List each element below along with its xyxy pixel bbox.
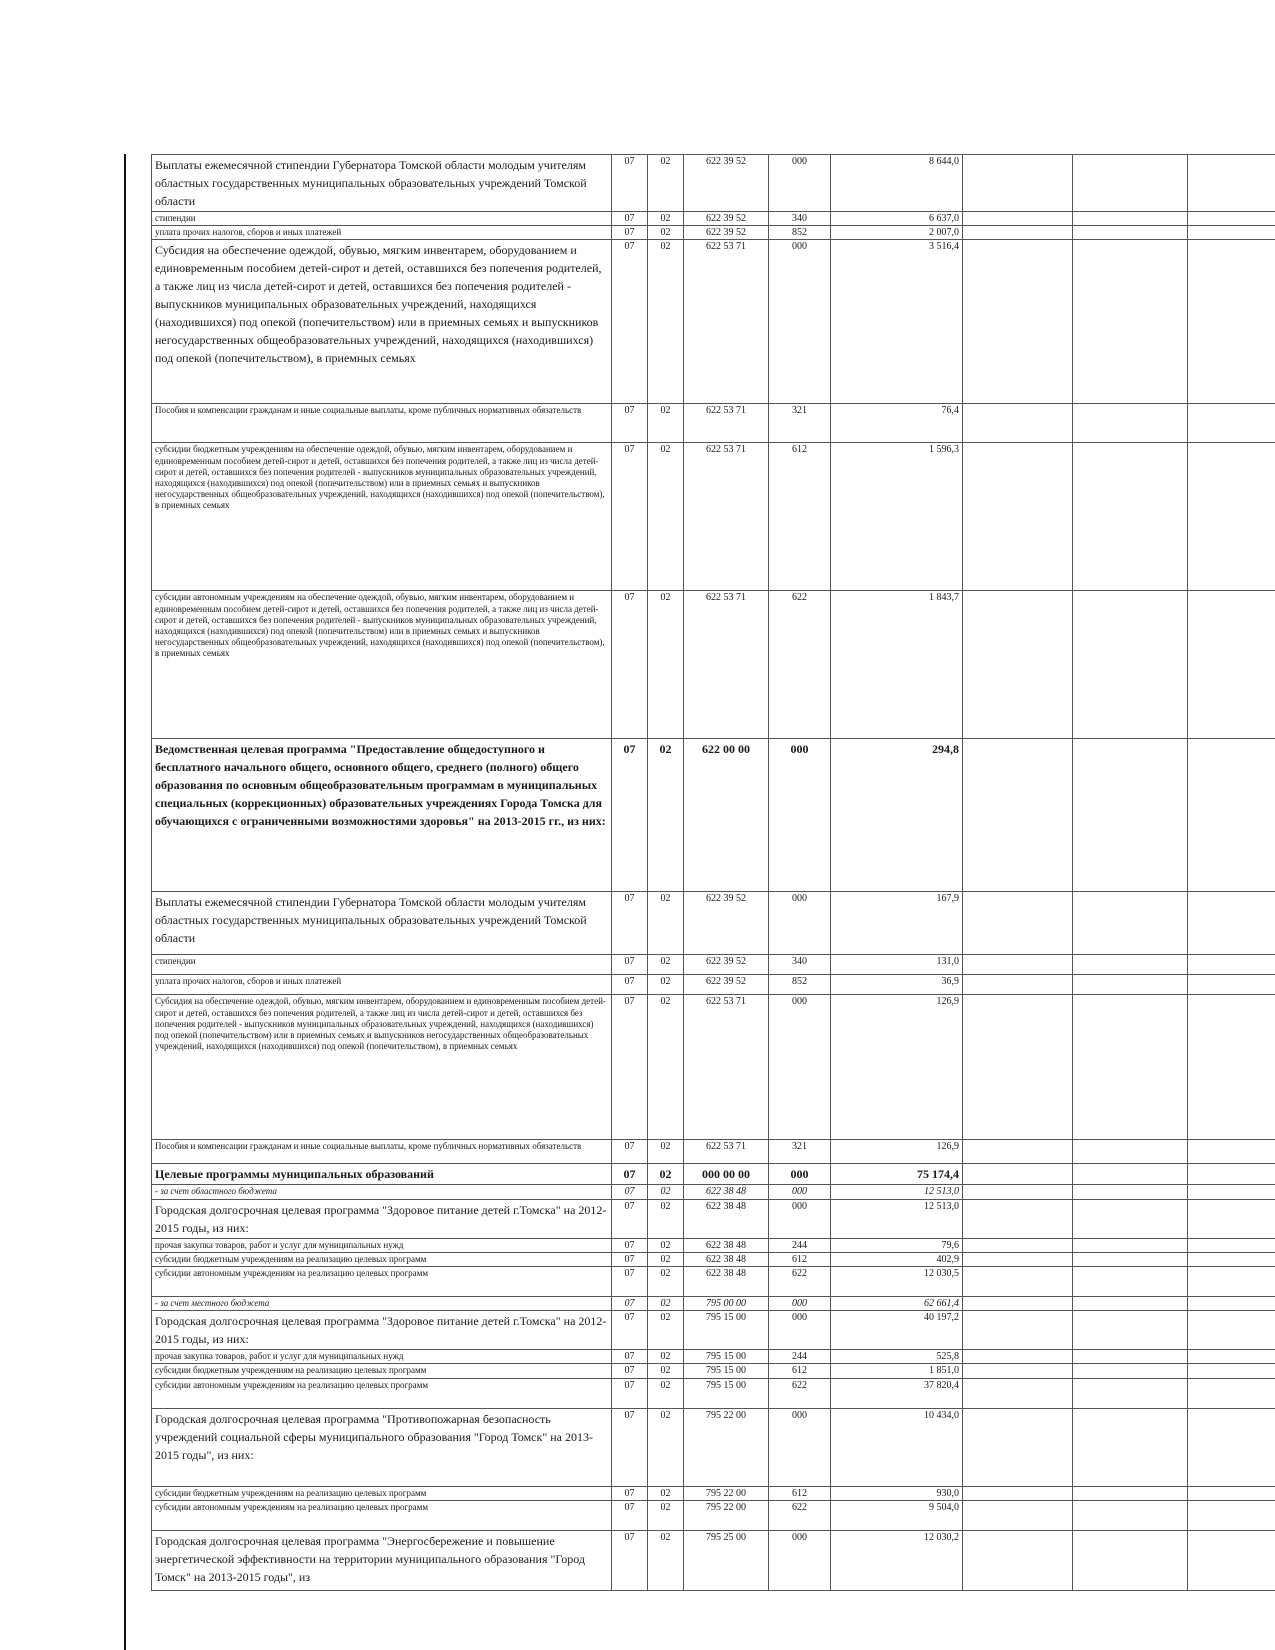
empty-cell bbox=[1073, 1350, 1188, 1364]
empty-cell bbox=[963, 1140, 1073, 1164]
row-target-article: 622 53 71 bbox=[684, 995, 769, 1140]
row-section-code: 07 bbox=[612, 1530, 648, 1590]
row-section-code: 07 bbox=[612, 404, 648, 443]
table-row bbox=[152, 892, 1275, 955]
row-description: прочая закупка товаров, работ и услуг для муниципальных нужд bbox=[152, 1350, 612, 1364]
row-description: Городская долгосрочная целевая программа "Здоровое питание детей г.Томска" на 2012-2015 годы, из них: bbox=[152, 1199, 612, 1238]
row-target-article: 622 53 71 bbox=[684, 240, 769, 404]
row-subsection-code: 02 bbox=[648, 1500, 684, 1530]
row-description: субсидии автономным учреждениям на реализацию целевых программ bbox=[152, 1378, 612, 1408]
row-target-article: 622 53 71 bbox=[684, 1140, 769, 1164]
table-row bbox=[152, 1364, 1275, 1378]
row-amount: 131,0 bbox=[831, 955, 963, 975]
row-description: Ведомственная целевая программа "Предоставление общедоступного и бесплатного начального общего, основного общего, среднего (полного) общего образования по основным общеобразовательным программам в муниципальных специальных (коррекционных) образовательных учреждениях Города Томска для обучающихся с ограниченными возможностями здоровья" на 2013-2015 гг., из них: bbox=[152, 739, 612, 892]
row-amount: 294,8 bbox=[831, 739, 963, 892]
table-row bbox=[152, 1267, 1275, 1297]
empty-cell bbox=[963, 739, 1073, 892]
empty-cell bbox=[963, 1185, 1073, 1199]
empty-cell bbox=[963, 1500, 1073, 1530]
row-description: Пособия и компенсации гражданам и иные социальные выплаты, кроме публичных нормативных обязательств bbox=[152, 1140, 612, 1164]
row-description: Субсидия на обеспечение одеждой, обувью, мягким инвентарем, оборудованием и единовременным пособием детей-сирот и детей, оставшихся без попечения родителей, а также лиц из числа детей-сирот и детей, оставшихся без попечения родителей - выпускников муниципальных образовательных учреждений, находящихся (находившихся) под опекой (попечительством) или в приемных семьях и выпускников негосударственных общеобразовательных учреждений, находящихся (находившихся) под опекой (попечительством), в приемных семьях bbox=[152, 240, 612, 404]
row-target-article: 000 00 00 bbox=[684, 1164, 769, 1185]
table-row bbox=[152, 212, 1275, 226]
row-target-article: 795 22 00 bbox=[684, 1500, 769, 1530]
empty-cell bbox=[963, 404, 1073, 443]
empty-cell bbox=[1188, 1350, 1275, 1364]
row-section-code: 07 bbox=[612, 1140, 648, 1164]
row-target-article: 622 38 48 bbox=[684, 1199, 769, 1238]
row-expense-type: 622 bbox=[769, 1500, 831, 1530]
empty-cell bbox=[1073, 212, 1188, 226]
empty-cell bbox=[1188, 1252, 1275, 1266]
row-subsection-code: 02 bbox=[648, 155, 684, 212]
budget-table bbox=[151, 154, 1275, 1591]
row-target-article: 622 39 52 bbox=[684, 226, 769, 240]
row-description: субсидии бюджетным учреждениям на реализацию целевых программ bbox=[152, 1486, 612, 1500]
row-amount: 6 637,0 bbox=[831, 212, 963, 226]
row-section-code: 07 bbox=[612, 1350, 648, 1364]
empty-cell bbox=[1188, 226, 1275, 240]
row-expense-type: 000 bbox=[769, 739, 831, 892]
row-expense-type: 340 bbox=[769, 212, 831, 226]
row-expense-type: 612 bbox=[769, 1252, 831, 1266]
empty-cell bbox=[1073, 1378, 1188, 1408]
row-expense-type: 000 bbox=[769, 1297, 831, 1311]
empty-cell bbox=[1188, 1185, 1275, 1199]
row-section-code: 07 bbox=[612, 1486, 648, 1500]
empty-cell bbox=[1188, 1267, 1275, 1297]
row-description: Выплаты ежемесячной стипендии Губернатора Томской области молодым учителям областных государственных муниципальных образовательных учреждений Томской области bbox=[152, 155, 612, 212]
empty-cell bbox=[963, 1364, 1073, 1378]
row-amount: 126,9 bbox=[831, 995, 963, 1140]
row-subsection-code: 02 bbox=[648, 443, 684, 591]
table-row bbox=[152, 1297, 1275, 1311]
row-amount: 126,9 bbox=[831, 1140, 963, 1164]
row-description: Субсидия на обеспечение одеждой, обувью, мягким инвентарем, оборудованием и единовременным пособием детей-сирот и детей, оставшихся без попечения родителей, а также лиц из числа детей-сирот и детей, оставшихся без попечения родителей - выпускников муниципальных образовательных учреждений, находящихся (находившихся) под опекой (попечительством) или в приемных семьях и выпускников негосударственных общеобразовательных учреждений, находящихся (находившихся) под опекой (попечительством), в приемных семьях bbox=[152, 995, 612, 1140]
row-expense-type: 622 bbox=[769, 591, 831, 739]
empty-cell bbox=[963, 1378, 1073, 1408]
row-target-article: 795 15 00 bbox=[684, 1311, 769, 1350]
row-target-article: 622 38 48 bbox=[684, 1267, 769, 1297]
empty-cell bbox=[1073, 892, 1188, 955]
row-amount: 12 030,2 bbox=[831, 1530, 963, 1590]
row-target-article: 795 00 00 bbox=[684, 1297, 769, 1311]
row-expense-type: 852 bbox=[769, 975, 831, 995]
row-expense-type: 000 bbox=[769, 892, 831, 955]
empty-cell bbox=[963, 1486, 1073, 1500]
table-row bbox=[152, 226, 1275, 240]
row-description: субсидии автономным учреждениям на реализацию целевых программ bbox=[152, 1500, 612, 1530]
row-section-code: 07 bbox=[612, 1267, 648, 1297]
table-row bbox=[152, 404, 1275, 443]
row-expense-type: 000 bbox=[769, 240, 831, 404]
row-description: Городская долгосрочная целевая программа "Противопожарная безопасность учреждений социальной сферы муниципального образования "Город Томск" на 2013-2015 годы", из них: bbox=[152, 1408, 612, 1486]
row-description: субсидии бюджетным учреждениям на обеспечение одеждой, обувью, мягким инвентарем, оборудованием и единовременным пособием детей-сирот и детей, оставшихся без попечения родителей, а также лиц из числа детей-сирот и детей, оставшихся без попечения родителей - выпускников муниципальных образовательных учреждений, находящихся (находившихся) под опекой (попечительством) или в приемных семьях и выпускников негосударственных общеобразовательных учреждений, находящихся (находившихся) под опекой (попечительством), в приемных семьях bbox=[152, 443, 612, 591]
empty-cell bbox=[1188, 975, 1275, 995]
table-row bbox=[152, 1164, 1275, 1185]
row-expense-type: 321 bbox=[769, 404, 831, 443]
empty-cell bbox=[1188, 955, 1275, 975]
table-row bbox=[152, 739, 1275, 892]
row-section-code: 07 bbox=[612, 443, 648, 591]
row-target-article: 622 00 00 bbox=[684, 739, 769, 892]
row-expense-type: 000 bbox=[769, 155, 831, 212]
empty-cell bbox=[1073, 1297, 1188, 1311]
empty-cell bbox=[1073, 1364, 1188, 1378]
empty-cell bbox=[1188, 1140, 1275, 1164]
row-target-article: 622 39 52 bbox=[684, 892, 769, 955]
row-section-code: 07 bbox=[612, 226, 648, 240]
row-subsection-code: 02 bbox=[648, 1364, 684, 1378]
row-section-code: 07 bbox=[612, 1311, 648, 1350]
row-amount: 12 513,0 bbox=[831, 1185, 963, 1199]
empty-cell bbox=[1073, 404, 1188, 443]
row-target-article: 795 22 00 bbox=[684, 1486, 769, 1500]
table-row bbox=[152, 591, 1275, 739]
empty-cell bbox=[1188, 1530, 1275, 1590]
row-target-article: 795 22 00 bbox=[684, 1408, 769, 1486]
row-subsection-code: 02 bbox=[648, 975, 684, 995]
row-amount: 37 820,4 bbox=[831, 1378, 963, 1408]
row-section-code: 07 bbox=[612, 240, 648, 404]
empty-cell bbox=[1188, 995, 1275, 1140]
row-subsection-code: 02 bbox=[648, 226, 684, 240]
empty-cell bbox=[1188, 212, 1275, 226]
row-amount: 12 030,5 bbox=[831, 1267, 963, 1297]
table-row bbox=[152, 1238, 1275, 1252]
page-left-border bbox=[124, 154, 126, 1650]
empty-cell bbox=[963, 1297, 1073, 1311]
empty-cell bbox=[963, 1267, 1073, 1297]
row-section-code: 07 bbox=[612, 1252, 648, 1266]
empty-cell bbox=[963, 240, 1073, 404]
row-target-article: 795 15 00 bbox=[684, 1364, 769, 1378]
row-target-article: 622 39 52 bbox=[684, 212, 769, 226]
row-amount: 79,6 bbox=[831, 1238, 963, 1252]
empty-cell bbox=[963, 1238, 1073, 1252]
row-amount: 525,8 bbox=[831, 1350, 963, 1364]
row-amount: 167,9 bbox=[831, 892, 963, 955]
row-section-code: 07 bbox=[612, 1364, 648, 1378]
row-description: прочая закупка товаров, работ и услуг для муниципальных нужд bbox=[152, 1238, 612, 1252]
row-amount: 3 516,4 bbox=[831, 240, 963, 404]
table-row bbox=[152, 955, 1275, 975]
row-amount: 10 434,0 bbox=[831, 1408, 963, 1486]
empty-cell bbox=[963, 892, 1073, 955]
row-target-article: 622 53 71 bbox=[684, 443, 769, 591]
row-subsection-code: 02 bbox=[648, 955, 684, 975]
row-expense-type: 612 bbox=[769, 443, 831, 591]
row-subsection-code: 02 bbox=[648, 995, 684, 1140]
empty-cell bbox=[1073, 155, 1188, 212]
row-description: - за счет областного бюджета bbox=[152, 1185, 612, 1199]
row-description: Выплаты ежемесячной стипендии Губернатора Томской области молодым учителям областных государственных муниципальных образовательных учреждений Томской области bbox=[152, 892, 612, 955]
row-expense-type: 000 bbox=[769, 1530, 831, 1590]
empty-cell bbox=[1073, 1252, 1188, 1266]
row-subsection-code: 02 bbox=[648, 1350, 684, 1364]
empty-cell bbox=[1073, 1267, 1188, 1297]
empty-cell bbox=[1188, 155, 1275, 212]
row-subsection-code: 02 bbox=[648, 212, 684, 226]
empty-cell bbox=[963, 1408, 1073, 1486]
row-expense-type: 000 bbox=[769, 1408, 831, 1486]
empty-cell bbox=[1073, 995, 1188, 1140]
empty-cell bbox=[1073, 1164, 1188, 1185]
empty-cell bbox=[1188, 1408, 1275, 1486]
row-target-article: 622 38 48 bbox=[684, 1252, 769, 1266]
table-row bbox=[152, 240, 1275, 404]
row-amount: 75 174,4 bbox=[831, 1164, 963, 1185]
row-target-article: 622 38 48 bbox=[684, 1238, 769, 1252]
empty-cell bbox=[963, 955, 1073, 975]
row-subsection-code: 02 bbox=[648, 1530, 684, 1590]
row-target-article: 622 53 71 bbox=[684, 591, 769, 739]
row-section-code: 07 bbox=[612, 1408, 648, 1486]
empty-cell bbox=[1073, 226, 1188, 240]
row-target-article: 795 15 00 bbox=[684, 1378, 769, 1408]
row-amount: 930,0 bbox=[831, 1486, 963, 1500]
row-description: субсидии бюджетным учреждениям на реализацию целевых программ bbox=[152, 1364, 612, 1378]
empty-cell bbox=[963, 226, 1073, 240]
table-row bbox=[152, 1185, 1275, 1199]
row-target-article: 622 39 52 bbox=[684, 155, 769, 212]
row-target-article: 622 53 71 bbox=[684, 404, 769, 443]
row-expense-type: 000 bbox=[769, 1185, 831, 1199]
table-row bbox=[152, 1500, 1275, 1530]
table-row bbox=[152, 1486, 1275, 1500]
empty-cell bbox=[1188, 1297, 1275, 1311]
row-amount: 76,4 bbox=[831, 404, 963, 443]
row-section-code: 07 bbox=[612, 975, 648, 995]
row-amount: 1 596,3 bbox=[831, 443, 963, 591]
empty-cell bbox=[1073, 1486, 1188, 1500]
empty-cell bbox=[963, 1252, 1073, 1266]
row-description: Городская долгосрочная целевая программа "Здоровое питание детей г.Томска" на 2012-2015 годы, из них: bbox=[152, 1311, 612, 1350]
row-section-code: 07 bbox=[612, 995, 648, 1140]
row-description: Пособия и компенсации гражданам и иные социальные выплаты, кроме публичных нормативных обязательств bbox=[152, 404, 612, 443]
row-amount: 1 851,0 bbox=[831, 1364, 963, 1378]
empty-cell bbox=[1073, 1500, 1188, 1530]
row-subsection-code: 02 bbox=[648, 1164, 684, 1185]
row-section-code: 07 bbox=[612, 892, 648, 955]
empty-cell bbox=[963, 212, 1073, 226]
empty-cell bbox=[963, 1199, 1073, 1238]
empty-cell bbox=[1188, 1164, 1275, 1185]
row-expense-type: 612 bbox=[769, 1486, 831, 1500]
row-subsection-code: 02 bbox=[648, 1140, 684, 1164]
empty-cell bbox=[1188, 1199, 1275, 1238]
empty-cell bbox=[963, 591, 1073, 739]
row-subsection-code: 02 bbox=[648, 404, 684, 443]
table-row bbox=[152, 1311, 1275, 1350]
empty-cell bbox=[1188, 591, 1275, 739]
row-amount: 9 504,0 bbox=[831, 1500, 963, 1530]
row-description: стипендии bbox=[152, 955, 612, 975]
row-amount: 8 644,0 bbox=[831, 155, 963, 212]
row-subsection-code: 02 bbox=[648, 591, 684, 739]
row-section-code: 07 bbox=[612, 1378, 648, 1408]
empty-cell bbox=[1073, 591, 1188, 739]
empty-cell bbox=[963, 155, 1073, 212]
row-section-code: 07 bbox=[612, 1297, 648, 1311]
row-description: субсидии автономным учреждениям на обеспечение одеждой, обувью, мягким инвентарем, оборудованием и единовременным пособием детей-сирот и детей, оставшихся без попечения родителей, а также лиц из числа детей-сирот и детей, оставшихся без попечения родителей - выпускников муниципальных образовательных учреждений, находящихся (находившихся) под опекой (попечительством) или в приемных семьях и выпускников негосударственных общеобразовательных учреждений, находящихся (находившихся) под опекой (попечительством), в приемных семьях bbox=[152, 591, 612, 739]
empty-cell bbox=[1073, 1140, 1188, 1164]
row-expense-type: 000 bbox=[769, 1311, 831, 1350]
row-target-article: 795 15 00 bbox=[684, 1350, 769, 1364]
row-amount: 62 661,4 bbox=[831, 1297, 963, 1311]
table-row bbox=[152, 1140, 1275, 1164]
row-expense-type: 000 bbox=[769, 1164, 831, 1185]
row-amount: 40 197,2 bbox=[831, 1311, 963, 1350]
row-expense-type: 340 bbox=[769, 955, 831, 975]
empty-cell bbox=[1188, 892, 1275, 955]
empty-cell bbox=[1073, 739, 1188, 892]
empty-cell bbox=[1188, 1378, 1275, 1408]
row-subsection-code: 02 bbox=[648, 1267, 684, 1297]
row-subsection-code: 02 bbox=[648, 1297, 684, 1311]
empty-cell bbox=[1188, 443, 1275, 591]
row-section-code: 07 bbox=[612, 1500, 648, 1530]
table-row bbox=[152, 1530, 1275, 1590]
row-amount: 402,9 bbox=[831, 1252, 963, 1266]
empty-cell bbox=[1073, 1238, 1188, 1252]
row-subsection-code: 02 bbox=[648, 1311, 684, 1350]
row-section-code: 07 bbox=[612, 591, 648, 739]
row-subsection-code: 02 bbox=[648, 1252, 684, 1266]
empty-cell bbox=[1073, 975, 1188, 995]
row-expense-type: 244 bbox=[769, 1238, 831, 1252]
row-description: Городская долгосрочная целевая программа "Энергосбережение и повышение энергетической эффективности на территории муниципального образования "Город Томск" на 2013-2015 годы", из bbox=[152, 1530, 612, 1590]
empty-cell bbox=[1073, 955, 1188, 975]
table-row bbox=[152, 155, 1275, 212]
row-expense-type: 321 bbox=[769, 1140, 831, 1164]
row-description: субсидии автономным учреждениям на реализацию целевых программ bbox=[152, 1267, 612, 1297]
row-expense-type: 612 bbox=[769, 1364, 831, 1378]
row-description: - за счет местного бюджета bbox=[152, 1297, 612, 1311]
row-expense-type: 000 bbox=[769, 995, 831, 1140]
row-expense-type: 244 bbox=[769, 1350, 831, 1364]
empty-cell bbox=[963, 1530, 1073, 1590]
row-description: уплата прочих налогов, сборов и иных платежей bbox=[152, 226, 612, 240]
row-description: уплата прочих налогов, сборов и иных платежей bbox=[152, 975, 612, 995]
row-section-code: 07 bbox=[612, 1185, 648, 1199]
row-target-article: 622 38 48 bbox=[684, 1185, 769, 1199]
table-row bbox=[152, 1378, 1275, 1408]
row-section-code: 07 bbox=[612, 1238, 648, 1252]
row-subsection-code: 02 bbox=[648, 1185, 684, 1199]
row-target-article: 622 39 52 bbox=[684, 955, 769, 975]
table-row bbox=[152, 1199, 1275, 1238]
row-section-code: 07 bbox=[612, 1164, 648, 1185]
table-row bbox=[152, 1252, 1275, 1266]
row-target-article: 795 25 00 bbox=[684, 1530, 769, 1590]
empty-cell bbox=[1073, 240, 1188, 404]
empty-cell bbox=[1073, 1199, 1188, 1238]
empty-cell bbox=[1188, 1364, 1275, 1378]
row-subsection-code: 02 bbox=[648, 1408, 684, 1486]
row-subsection-code: 02 bbox=[648, 1486, 684, 1500]
empty-cell bbox=[963, 995, 1073, 1140]
row-description: Целевые программы муниципальных образований bbox=[152, 1164, 612, 1185]
row-expense-type: 622 bbox=[769, 1267, 831, 1297]
row-description: субсидии бюджетным учреждениям на реализацию целевых программ bbox=[152, 1252, 612, 1266]
row-target-article: 622 39 52 bbox=[684, 975, 769, 995]
empty-cell bbox=[1073, 1311, 1188, 1350]
row-amount: 36,9 bbox=[831, 975, 963, 995]
row-subsection-code: 02 bbox=[648, 1238, 684, 1252]
table-row bbox=[152, 1408, 1275, 1486]
empty-cell bbox=[963, 1350, 1073, 1364]
row-amount: 2 007,0 bbox=[831, 226, 963, 240]
row-section-code: 07 bbox=[612, 155, 648, 212]
row-amount: 12 513,0 bbox=[831, 1199, 963, 1238]
empty-cell bbox=[963, 1164, 1073, 1185]
row-subsection-code: 02 bbox=[648, 892, 684, 955]
table-row bbox=[152, 995, 1275, 1140]
row-section-code: 07 bbox=[612, 739, 648, 892]
empty-cell bbox=[1073, 1408, 1188, 1486]
table-row bbox=[152, 443, 1275, 591]
empty-cell bbox=[963, 975, 1073, 995]
row-section-code: 07 bbox=[612, 955, 648, 975]
row-expense-type: 000 bbox=[769, 1199, 831, 1238]
table-row bbox=[152, 975, 1275, 995]
empty-cell bbox=[1188, 404, 1275, 443]
row-subsection-code: 02 bbox=[648, 739, 684, 892]
empty-cell bbox=[1188, 1311, 1275, 1350]
table-row bbox=[152, 1350, 1275, 1364]
empty-cell bbox=[1188, 1238, 1275, 1252]
row-section-code: 07 bbox=[612, 212, 648, 226]
empty-cell bbox=[1073, 443, 1188, 591]
row-expense-type: 852 bbox=[769, 226, 831, 240]
empty-cell bbox=[963, 443, 1073, 591]
empty-cell bbox=[963, 1311, 1073, 1350]
row-amount: 1 843,7 bbox=[831, 591, 963, 739]
row-expense-type: 622 bbox=[769, 1378, 831, 1408]
empty-cell bbox=[1188, 240, 1275, 404]
empty-cell bbox=[1073, 1185, 1188, 1199]
empty-cell bbox=[1188, 739, 1275, 892]
row-section-code: 07 bbox=[612, 1199, 648, 1238]
row-subsection-code: 02 bbox=[648, 1378, 684, 1408]
row-subsection-code: 02 bbox=[648, 240, 684, 404]
empty-cell bbox=[1188, 1500, 1275, 1530]
row-subsection-code: 02 bbox=[648, 1199, 684, 1238]
row-description: стипендии bbox=[152, 212, 612, 226]
empty-cell bbox=[1188, 1486, 1275, 1500]
empty-cell bbox=[1073, 1530, 1188, 1590]
